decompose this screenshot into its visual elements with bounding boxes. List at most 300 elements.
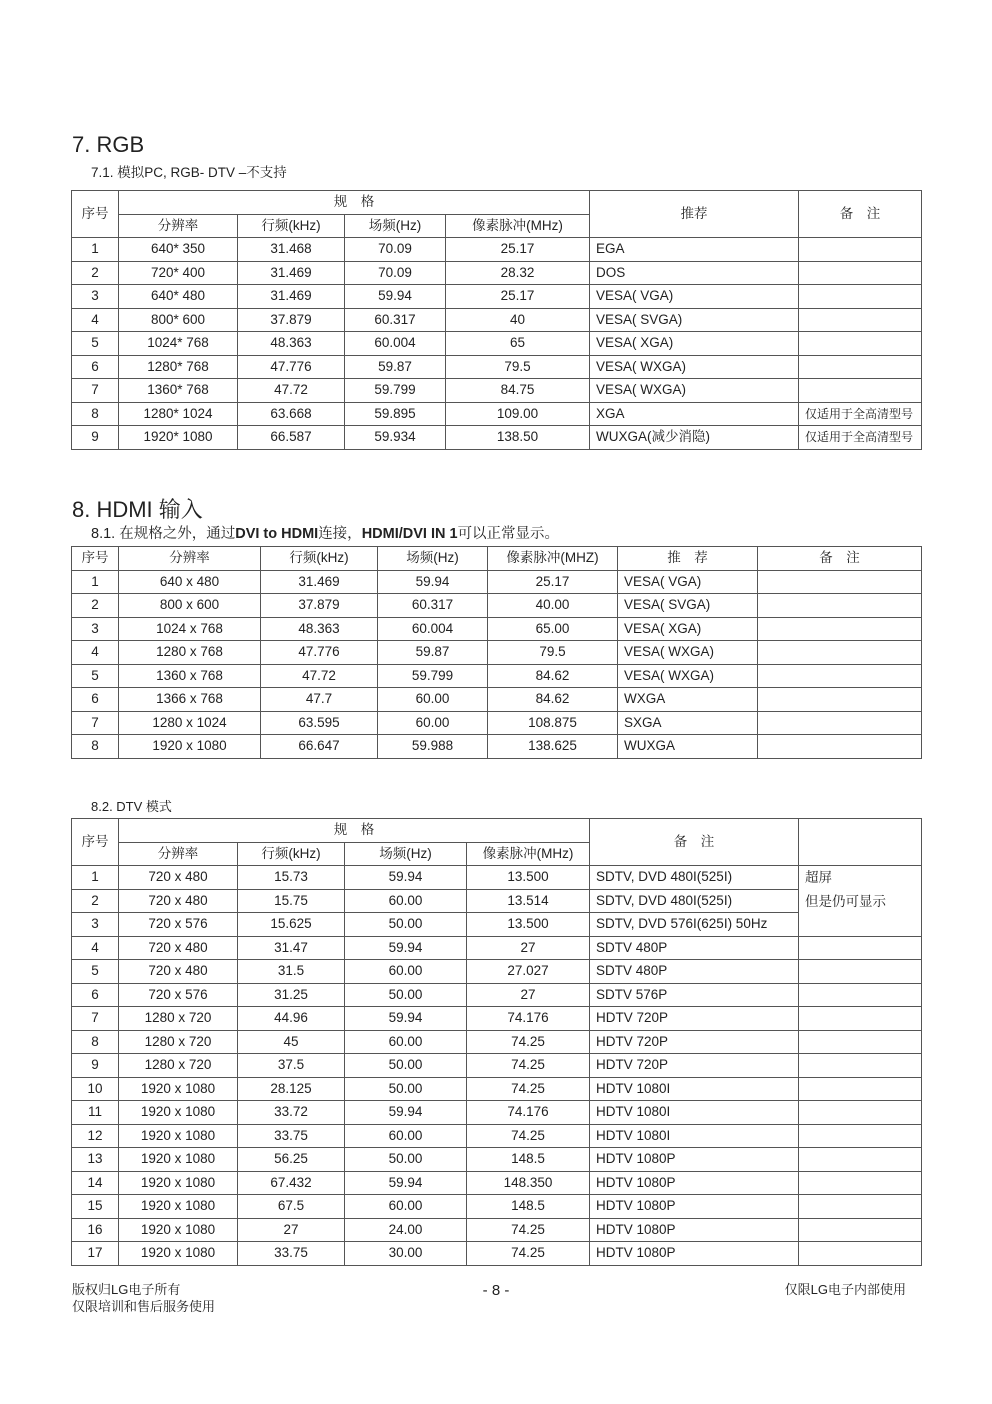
cell-hfreq: 15.75 <box>238 889 345 913</box>
cell-seq: 9 <box>72 426 119 450</box>
table-row <box>72 735 922 759</box>
cell-note <box>758 688 922 712</box>
cell-vfreq: 59.94 <box>345 1101 467 1125</box>
cell-pixel-clock: 27 <box>467 936 590 960</box>
cell-hfreq: 37.879 <box>238 308 345 332</box>
cell-note <box>799 308 922 332</box>
header-resolution: 分辨率 <box>119 214 238 238</box>
cell-resolution: 1920* 1080 <box>119 426 238 450</box>
side-note-line-1: 超屏 <box>805 870 832 885</box>
cell-extra <box>799 1077 922 1101</box>
cell-pixel-clock: 13.500 <box>467 866 590 890</box>
cell-hfreq: 27 <box>238 1218 345 1242</box>
cell-resolution: 1280 x 720 <box>119 1007 238 1031</box>
cell-note: HDTV 1080P <box>590 1242 799 1266</box>
cell-extra <box>799 1148 922 1172</box>
cell-hfreq: 66.647 <box>261 735 378 759</box>
cell-vfreq: 59.799 <box>378 664 488 688</box>
cell-hfreq: 48.363 <box>238 332 345 356</box>
cell-seq: 7 <box>72 1007 119 1031</box>
cell-hfreq: 47.776 <box>261 641 378 665</box>
cell-vfreq: 59.934 <box>345 426 446 450</box>
header-resolution: 分辨率 <box>119 842 238 866</box>
cell-vfreq: 60.00 <box>378 711 488 735</box>
section-title-rgb: 7. RGB <box>72 132 145 157</box>
table-row <box>72 1195 922 1219</box>
table-row <box>72 402 922 426</box>
cell-note <box>799 379 922 403</box>
cell-resolution: 1920 x 1080 <box>119 1077 238 1101</box>
cell-resolution: 640 x 480 <box>119 570 261 594</box>
cell-pixel-clock: 40 <box>446 308 590 332</box>
cell-recommend: VESA( WXGA) <box>590 355 799 379</box>
cell-pixel-clock: 74.176 <box>467 1101 590 1125</box>
cell-extra <box>799 1171 922 1195</box>
cell-resolution: 1280 x 720 <box>119 1030 238 1054</box>
cell-seq: 7 <box>72 711 119 735</box>
cell-recommend: XGA <box>590 402 799 426</box>
cell-seq: 4 <box>72 641 119 665</box>
cell-pixel-clock: 74.25 <box>467 1124 590 1148</box>
cell-note <box>799 332 922 356</box>
table-row <box>72 426 922 450</box>
cell-note: SDTV, DVD 480I(525I) <box>590 866 799 890</box>
cell-vfreq: 60.00 <box>345 1124 467 1148</box>
cell-resolution: 720* 400 <box>119 261 238 285</box>
cell-vfreq: 59.94 <box>378 570 488 594</box>
cell-note <box>758 570 922 594</box>
header-vfreq: 场频(Hz) <box>345 214 446 238</box>
cell-hfreq: 47.7 <box>261 688 378 712</box>
cell-vfreq: 70.09 <box>345 261 446 285</box>
cell-resolution: 1920 x 1080 <box>119 1195 238 1219</box>
cell-seq: 2 <box>72 889 119 913</box>
table-row <box>72 1148 922 1172</box>
cell-vfreq: 60.317 <box>345 308 446 332</box>
cell-seq: 4 <box>72 308 119 332</box>
section-subtitle-rgb: 7.1. 模拟PC, RGB- DTV –不支持 <box>91 165 287 180</box>
cell-hfreq: 31.469 <box>238 261 345 285</box>
cell-note <box>758 664 922 688</box>
cell-extra <box>799 1101 922 1125</box>
cell-pixel-clock: 84.62 <box>488 688 618 712</box>
cell-note <box>758 735 922 759</box>
cell-note <box>799 238 922 262</box>
cell-note: HDTV 1080P <box>590 1195 799 1219</box>
header-resolution: 分辨率 <box>119 547 261 571</box>
table-row <box>72 332 922 356</box>
cell-pixel-clock: 74.25 <box>467 1242 590 1266</box>
cell-resolution: 1360* 768 <box>119 379 238 403</box>
cell-note: SDTV 576P <box>590 983 799 1007</box>
cell-resolution: 1280* 1024 <box>119 402 238 426</box>
table-row <box>72 594 922 618</box>
cell-resolution: 640* 350 <box>119 238 238 262</box>
header-hfreq: 行频(kHz) <box>238 214 345 238</box>
cell-note: HDTV 1080I <box>590 1077 799 1101</box>
header-spec: 规 格 <box>119 819 590 843</box>
cell-hfreq: 15.625 <box>238 913 345 937</box>
cell-vfreq: 59.94 <box>345 866 467 890</box>
cell-seq: 9 <box>72 1054 119 1078</box>
table-row <box>72 641 922 665</box>
cell-hfreq: 31.469 <box>261 570 378 594</box>
cell-resolution: 1280 x 768 <box>119 641 261 665</box>
cell-hfreq: 37.879 <box>261 594 378 618</box>
cell-pixel-clock: 74.25 <box>467 1030 590 1054</box>
cell-vfreq: 59.94 <box>345 936 467 960</box>
cell-pixel-clock: 25.17 <box>488 570 618 594</box>
table-row <box>72 889 922 913</box>
cell-extra <box>799 1195 922 1219</box>
table-row <box>72 866 922 890</box>
cell-recommend: VESA( WXGA) <box>618 641 758 665</box>
cell-resolution: 1024* 768 <box>119 332 238 356</box>
cell-seq: 5 <box>72 332 119 356</box>
cell-note: SDTV 480P <box>590 960 799 984</box>
header-seq: 序号 <box>72 191 119 238</box>
cell-extra <box>799 1007 922 1031</box>
header-vfreq: 场频(Hz) <box>345 842 467 866</box>
cell-hfreq: 15.73 <box>238 866 345 890</box>
cell-extra <box>799 1030 922 1054</box>
cell-seq: 17 <box>72 1242 119 1266</box>
cell-resolution: 1366 x 768 <box>119 688 261 712</box>
cell-seq: 6 <box>72 355 119 379</box>
cell-resolution: 1280 x 720 <box>119 1054 238 1078</box>
side-note <box>799 866 922 937</box>
cell-note: HDTV 720P <box>590 1007 799 1031</box>
header-vfreq: 场频(Hz) <box>378 547 488 571</box>
section-subtitle-hdmi <box>91 522 559 543</box>
cell-seq: 12 <box>72 1124 119 1148</box>
cell-seq: 3 <box>72 617 119 641</box>
cell-vfreq: 59.988 <box>378 735 488 759</box>
dtv-table <box>71 818 922 1266</box>
cell-vfreq: 60.004 <box>345 332 446 356</box>
cell-vfreq: 60.00 <box>345 960 467 984</box>
cell-note: HDTV 1080I <box>590 1124 799 1148</box>
cell-recommend: DOS <box>590 261 799 285</box>
cell-seq: 3 <box>72 285 119 309</box>
cell-hfreq: 31.47 <box>238 936 345 960</box>
cell-resolution: 720 x 480 <box>119 960 238 984</box>
cell-note <box>758 641 922 665</box>
cell-hfreq: 56.25 <box>238 1148 345 1172</box>
cell-hfreq: 31.468 <box>238 238 345 262</box>
cell-pixel-clock: 13.514 <box>467 889 590 913</box>
cell-resolution: 1280 x 1024 <box>119 711 261 735</box>
subtitle-bold-1: DVI to HDMI <box>235 526 319 542</box>
cell-hfreq: 47.776 <box>238 355 345 379</box>
header-pixel-clock: 像素脉冲(MHZ) <box>488 547 618 571</box>
cell-vfreq: 60.317 <box>378 594 488 618</box>
cell-pixel-clock: 108.875 <box>488 711 618 735</box>
header-seq: 序号 <box>72 819 119 866</box>
cell-hfreq: 63.668 <box>238 402 345 426</box>
cell-recommend: WXGA <box>618 688 758 712</box>
cell-vfreq: 59.94 <box>345 1007 467 1031</box>
cell-resolution: 800* 600 <box>119 308 238 332</box>
cell-recommend: WUXGA <box>618 735 758 759</box>
cell-hfreq: 31.25 <box>238 983 345 1007</box>
cell-pixel-clock: 79.5 <box>446 355 590 379</box>
hdmi-table <box>71 546 922 759</box>
cell-note: HDTV 720P <box>590 1054 799 1078</box>
cell-resolution: 720 x 576 <box>119 983 238 1007</box>
table-row <box>72 1007 922 1031</box>
cell-seq: 1 <box>72 570 119 594</box>
cell-recommend: VESA( XGA) <box>618 617 758 641</box>
cell-seq: 1 <box>72 866 119 890</box>
cell-seq: 6 <box>72 688 119 712</box>
cell-recommend: VESA( XGA) <box>590 332 799 356</box>
header-recommend: 推 荐 <box>618 547 758 571</box>
cell-note <box>799 261 922 285</box>
header-note: 备 注 <box>590 819 799 866</box>
cell-vfreq: 50.00 <box>345 1148 467 1172</box>
section-title-hdmi: 8. HDMI 输入 <box>72 497 203 522</box>
cell-recommend: WUXGA(减少消隐) <box>590 426 799 450</box>
subtitle-bold-2: HDMI/DVI IN 1 <box>361 526 458 542</box>
cell-pixel-clock: 148.5 <box>467 1148 590 1172</box>
table-row <box>72 664 922 688</box>
cell-hfreq: 28.125 <box>238 1077 345 1101</box>
cell-extra <box>799 983 922 1007</box>
table-row <box>72 379 922 403</box>
cell-pixel-clock: 148.350 <box>467 1171 590 1195</box>
cell-seq: 10 <box>72 1077 119 1101</box>
cell-seq: 2 <box>72 594 119 618</box>
cell-pixel-clock: 84.75 <box>446 379 590 403</box>
cell-note: HDTV 1080P <box>590 1148 799 1172</box>
cell-recommend: EGA <box>590 238 799 262</box>
cell-pixel-clock: 84.62 <box>488 664 618 688</box>
header-blank <box>799 819 922 866</box>
cell-extra <box>799 960 922 984</box>
cell-note: HDTV 720P <box>590 1030 799 1054</box>
cell-resolution: 1920 x 1080 <box>119 1148 238 1172</box>
subtitle-text-1: 8.1. 在规格之外，通过 <box>91 526 236 542</box>
table-row <box>72 1054 922 1078</box>
subtitle-text-3: 可以正常显示。 <box>457 526 560 542</box>
cell-extra <box>799 1242 922 1266</box>
cell-pixel-clock: 27 <box>467 983 590 1007</box>
cell-seq: 5 <box>72 664 119 688</box>
cell-vfreq: 59.87 <box>345 355 446 379</box>
cell-vfreq: 59.799 <box>345 379 446 403</box>
cell-resolution: 1920 x 1080 <box>119 735 261 759</box>
cell-seq: 8 <box>72 1030 119 1054</box>
cell-pixel-clock: 40.00 <box>488 594 618 618</box>
rgb-table <box>71 190 922 450</box>
cell-note <box>758 617 922 641</box>
table-row <box>72 238 922 262</box>
cell-note: SDTV 480P <box>590 936 799 960</box>
section-subtitle-dtv: 8.2. DTV 模式 <box>91 799 172 814</box>
cell-pixel-clock: 25.17 <box>446 238 590 262</box>
table-row <box>72 308 922 332</box>
side-note-line-2: 但是仍可显示 <box>805 893 886 909</box>
cell-pixel-clock: 74.25 <box>467 1054 590 1078</box>
cell-vfreq: 60.00 <box>345 889 467 913</box>
cell-vfreq: 60.00 <box>378 688 488 712</box>
cell-note: SDTV, DVD 480I(525I) <box>590 889 799 913</box>
table-row <box>72 570 922 594</box>
table-row <box>72 711 922 735</box>
cell-seq: 14 <box>72 1171 119 1195</box>
cell-note <box>799 285 922 309</box>
header-recommend: 推荐 <box>590 191 799 238</box>
cell-extra <box>799 936 922 960</box>
cell-hfreq: 44.96 <box>238 1007 345 1031</box>
cell-pixel-clock: 74.176 <box>467 1007 590 1031</box>
page-number: - 8 - <box>482 1282 510 1299</box>
table-row <box>72 983 922 1007</box>
cell-seq: 2 <box>72 261 119 285</box>
cell-seq: 16 <box>72 1218 119 1242</box>
cell-resolution: 800 x 600 <box>119 594 261 618</box>
table-row <box>72 355 922 379</box>
table-row <box>72 1030 922 1054</box>
cell-resolution: 1024 x 768 <box>119 617 261 641</box>
table-row <box>72 261 922 285</box>
cell-resolution: 720 x 576 <box>119 913 238 937</box>
cell-note: 仅适用于全高清型号 <box>799 402 922 426</box>
header-hfreq: 行频(kHz) <box>261 547 378 571</box>
cell-note <box>799 355 922 379</box>
cell-hfreq: 31.5 <box>238 960 345 984</box>
cell-vfreq: 59.87 <box>378 641 488 665</box>
table-row <box>72 1124 922 1148</box>
cell-note: SDTV, DVD 576I(625I) 50Hz <box>590 913 799 937</box>
cell-vfreq: 59.895 <box>345 402 446 426</box>
cell-vfreq: 60.004 <box>378 617 488 641</box>
cell-seq: 3 <box>72 913 119 937</box>
cell-pixel-clock: 74.25 <box>467 1218 590 1242</box>
cell-vfreq: 50.00 <box>345 983 467 1007</box>
cell-vfreq: 50.00 <box>345 1077 467 1101</box>
cell-recommend: VESA( SVGA) <box>618 594 758 618</box>
cell-note: HDTV 1080P <box>590 1171 799 1195</box>
footer-usage: 仅限培训和售后服务使用 <box>72 1299 216 1314</box>
cell-hfreq: 31.469 <box>238 285 345 309</box>
footer-copyright: 版权归LG电子所有 <box>72 1282 181 1297</box>
cell-pixel-clock: 13.500 <box>467 913 590 937</box>
cell-recommend: SXGA <box>618 711 758 735</box>
cell-seq: 1 <box>72 238 119 262</box>
cell-recommend: VESA( WXGA) <box>618 664 758 688</box>
cell-hfreq: 37.5 <box>238 1054 345 1078</box>
cell-pixel-clock: 65 <box>446 332 590 356</box>
cell-resolution: 720 x 480 <box>119 889 238 913</box>
header-note: 备 注 <box>758 547 922 571</box>
cell-resolution: 720 x 480 <box>119 936 238 960</box>
cell-pixel-clock: 27.027 <box>467 960 590 984</box>
cell-hfreq: 63.595 <box>261 711 378 735</box>
cell-recommend: VESA( VGA) <box>618 570 758 594</box>
cell-pixel-clock: 138.50 <box>446 426 590 450</box>
cell-hfreq: 33.72 <box>238 1101 345 1125</box>
cell-note <box>758 594 922 618</box>
cell-seq: 5 <box>72 960 119 984</box>
cell-extra <box>799 1218 922 1242</box>
cell-recommend: VESA( VGA) <box>590 285 799 309</box>
cell-hfreq: 66.587 <box>238 426 345 450</box>
table-row <box>72 1242 922 1266</box>
cell-resolution: 1920 x 1080 <box>119 1171 238 1195</box>
header-seq: 序号 <box>72 547 119 571</box>
cell-note <box>758 711 922 735</box>
table-row <box>72 1218 922 1242</box>
cell-resolution: 1920 x 1080 <box>119 1218 238 1242</box>
cell-seq: 11 <box>72 1101 119 1125</box>
cell-note: HDTV 1080I <box>590 1101 799 1125</box>
cell-seq: 13 <box>72 1148 119 1172</box>
cell-note: 仅适用于全高清型号 <box>799 426 922 450</box>
cell-hfreq: 47.72 <box>261 664 378 688</box>
table-row <box>72 936 922 960</box>
cell-pixel-clock: 148.5 <box>467 1195 590 1219</box>
cell-pixel-clock: 79.5 <box>488 641 618 665</box>
cell-pixel-clock: 74.25 <box>467 1077 590 1101</box>
cell-vfreq: 59.94 <box>345 285 446 309</box>
cell-vfreq: 60.00 <box>345 1195 467 1219</box>
table-row <box>72 688 922 712</box>
cell-resolution: 1920 x 1080 <box>119 1124 238 1148</box>
cell-vfreq: 70.09 <box>345 238 446 262</box>
cell-hfreq: 67.5 <box>238 1195 345 1219</box>
footer-right: 仅限LG电子内部使用 <box>784 1282 906 1297</box>
cell-note: HDTV 1080P <box>590 1218 799 1242</box>
cell-pixel-clock: 28.32 <box>446 261 590 285</box>
table-row <box>72 1077 922 1101</box>
cell-seq: 6 <box>72 983 119 1007</box>
cell-hfreq: 33.75 <box>238 1242 345 1266</box>
header-pixel-clock: 像素脉冲(MHz) <box>467 842 590 866</box>
table-row <box>72 1171 922 1195</box>
cell-vfreq: 24.00 <box>345 1218 467 1242</box>
cell-recommend: VESA( SVGA) <box>590 308 799 332</box>
subtitle-text-2: 连接， <box>318 526 362 542</box>
cell-pixel-clock: 65.00 <box>488 617 618 641</box>
table-row <box>72 960 922 984</box>
header-pixel-clock: 像素脉冲(MHz) <box>446 214 590 238</box>
cell-resolution: 640* 480 <box>119 285 238 309</box>
cell-hfreq: 33.75 <box>238 1124 345 1148</box>
cell-extra <box>799 1124 922 1148</box>
cell-pixel-clock: 138.625 <box>488 735 618 759</box>
header-hfreq: 行频(kHz) <box>238 842 345 866</box>
cell-seq: 8 <box>72 402 119 426</box>
cell-vfreq: 30.00 <box>345 1242 467 1266</box>
cell-seq: 4 <box>72 936 119 960</box>
cell-extra <box>799 1054 922 1078</box>
cell-pixel-clock: 109.00 <box>446 402 590 426</box>
cell-resolution: 1920 x 1080 <box>119 1101 238 1125</box>
table-row <box>72 913 922 937</box>
cell-vfreq: 50.00 <box>345 1054 467 1078</box>
table-row <box>72 617 922 641</box>
cell-resolution: 1360 x 768 <box>119 664 261 688</box>
cell-hfreq: 48.363 <box>261 617 378 641</box>
cell-resolution: 1920 x 1080 <box>119 1242 238 1266</box>
header-spec: 规 格 <box>119 191 590 215</box>
header-note: 备 注 <box>799 191 922 238</box>
footer-left <box>72 1281 215 1315</box>
table-row <box>72 1101 922 1125</box>
cell-seq: 15 <box>72 1195 119 1219</box>
